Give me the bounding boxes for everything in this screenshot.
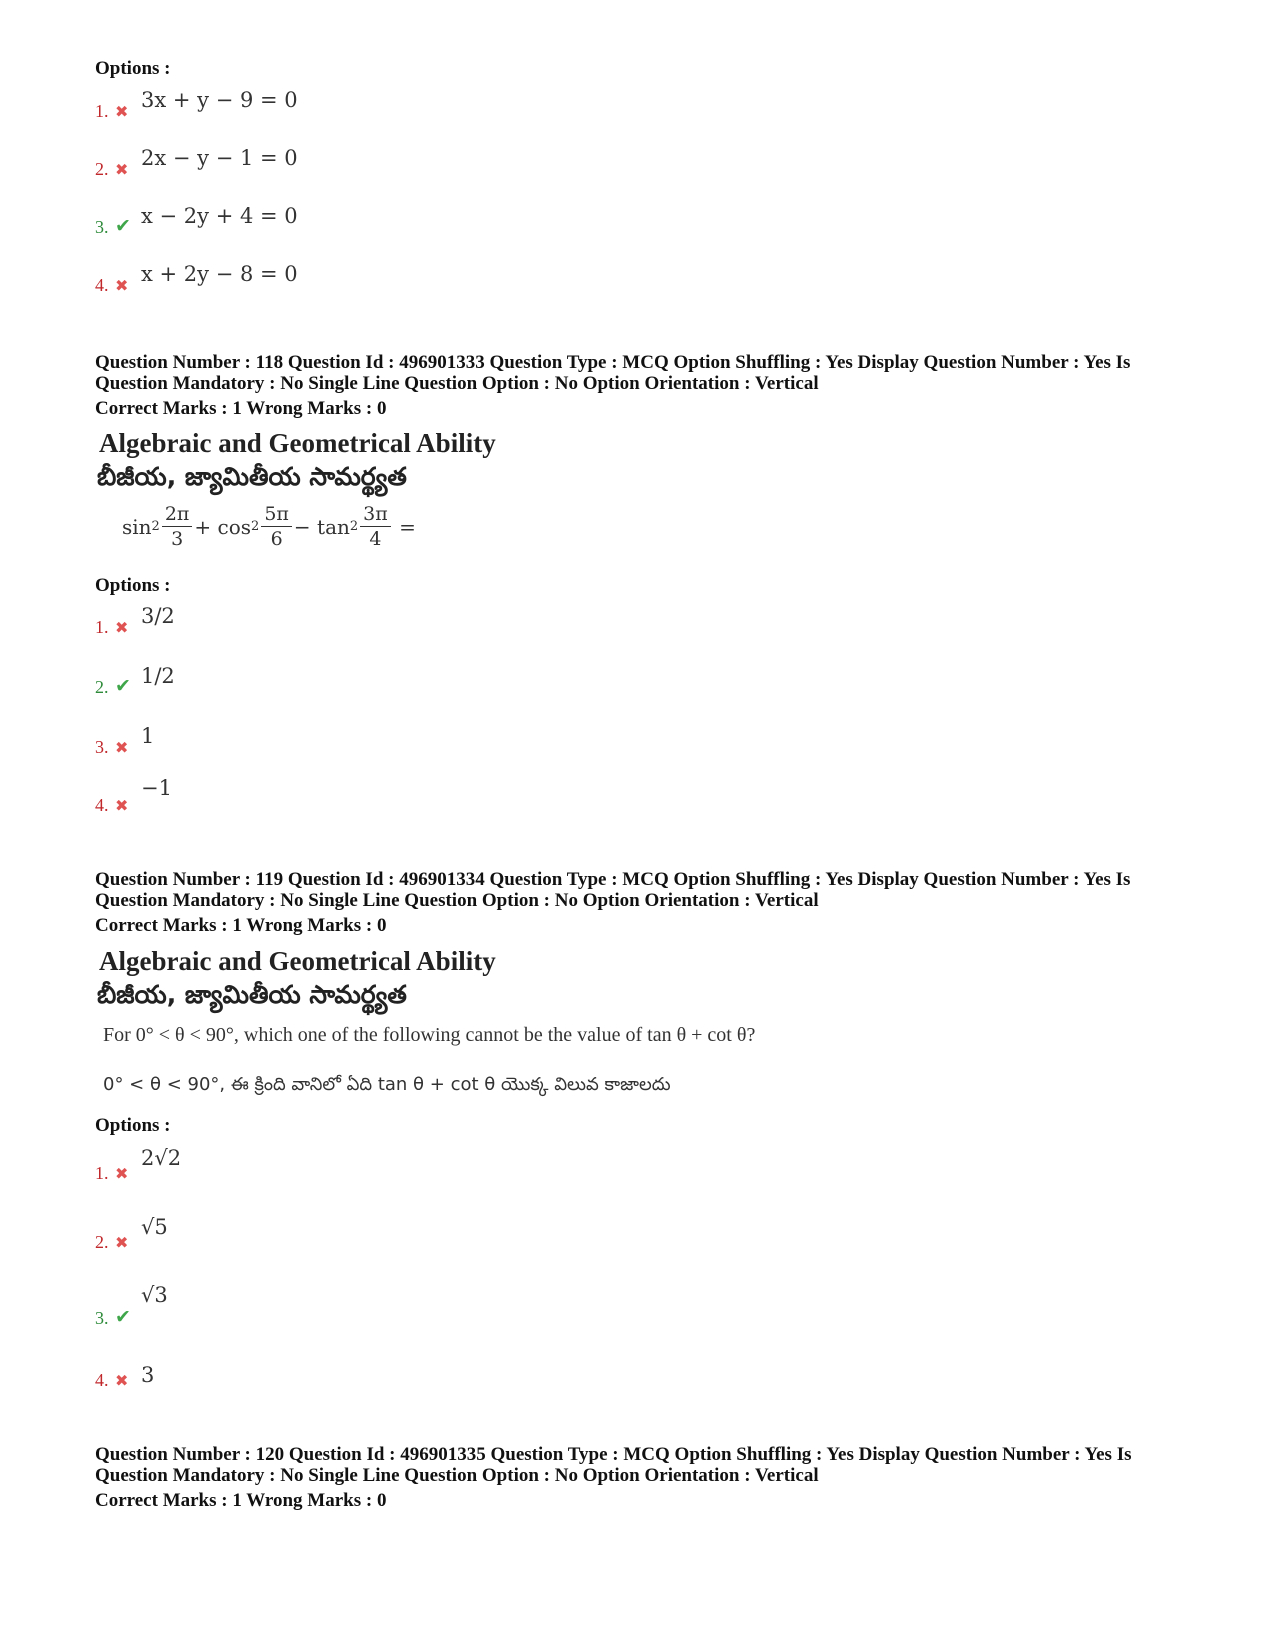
- question-meta-line: Question Mandatory : No Single Line Question Option : No Option Orientation : Vertical: [95, 890, 819, 911]
- correct-icon: ✔: [115, 676, 131, 697]
- wrong-icon: ✖: [115, 740, 129, 757]
- option-number: 4.: [95, 1370, 109, 1390]
- marks-line: Correct Marks : 1 Wrong Marks : 0: [95, 398, 387, 419]
- superscript: 2: [251, 519, 260, 534]
- correct-icon: ✔: [115, 216, 131, 237]
- options-label: Options :: [95, 58, 171, 79]
- question-meta-line: Question Mandatory : No Single Line Question Option : No Option Orientation : Vertical: [95, 373, 819, 394]
- option-number: 4.: [95, 795, 109, 815]
- question-meta: [95, 869, 1205, 911]
- option-value: 3/2: [141, 604, 175, 628]
- option-value: 2√2: [141, 1146, 182, 1170]
- option-value: 3: [141, 1363, 155, 1387]
- subject-title-english: Algebraic and Geometrical Ability: [99, 946, 496, 976]
- option-row: [95, 1146, 182, 1184]
- wrong-icon: ✖: [115, 1235, 129, 1252]
- option-row: [95, 724, 154, 758]
- option-value: 3x + y − 9 = 0: [141, 88, 298, 112]
- option-number: 2.: [95, 159, 109, 179]
- question-text-telugu: 0° < θ < 90°, ఈ క్రింది వానిలో ఏది tan θ + cot θ యొక్క విలువ కాజాలదు: [103, 1074, 671, 1095]
- option-number: 3.: [95, 217, 109, 237]
- fraction-denominator: 3: [171, 528, 184, 550]
- options-label: Options :: [95, 1115, 171, 1136]
- option-row: [95, 604, 175, 638]
- fraction-denominator: 4: [369, 528, 382, 550]
- superscript: 2: [151, 519, 160, 534]
- subject-title-telugu: బీజీయ, జ్యామితీయ సామర్థ్యత: [97, 980, 407, 1009]
- option-row: [95, 1283, 168, 1329]
- fraction-denominator: 6: [270, 528, 283, 550]
- option-number: 3.: [95, 1308, 109, 1328]
- question-meta-line: Question Mandatory : No Single Line Question Option : No Option Orientation : Vertical: [95, 1465, 819, 1486]
- correct-icon: ✔: [115, 1307, 131, 1328]
- option-row: [95, 88, 298, 122]
- option-row: [95, 1357, 154, 1391]
- option-number: 1.: [95, 101, 109, 121]
- wrong-icon: ✖: [115, 1373, 129, 1390]
- option-value: 2x − y − 1 = 0: [141, 146, 298, 170]
- equals-sign: =: [399, 514, 416, 539]
- wrong-icon: ✖: [115, 162, 129, 179]
- option-number: 4.: [95, 275, 109, 295]
- options-label: Options :: [95, 575, 171, 596]
- option-number: 3.: [95, 737, 109, 757]
- plus-sign: +: [194, 514, 212, 539]
- option-row: [95, 204, 298, 238]
- trig-expression: [122, 502, 416, 551]
- minus-sign: −: [293, 514, 311, 539]
- wrong-icon: ✖: [115, 1166, 129, 1183]
- fraction-numerator: 5π: [261, 502, 292, 527]
- wrong-icon: ✖: [115, 104, 129, 121]
- question-meta-line: Question Number : 118 Question Id : 496901333 Question Type : MCQ Option Shuffling : Yes Display Question Number : Yes Is: [95, 352, 1131, 373]
- wrong-icon: ✖: [115, 278, 129, 295]
- option-number: 2.: [95, 677, 109, 697]
- question-meta-line: Question Number : 119 Question Id : 496901334 Question Type : MCQ Option Shuffling : Yes Display Question Number : Yes Is: [95, 869, 1131, 890]
- question-meta-line: Question Number : 120 Question Id : 496901335 Question Type : MCQ Option Shuffling : Yes Display Question Number : Yes Is: [95, 1444, 1132, 1465]
- subject-title-telugu: బీజీయ, జ్యామితీయ సామర్థ్యత: [97, 462, 407, 491]
- option-row: [95, 776, 172, 816]
- fraction: [261, 502, 292, 551]
- fraction-numerator: 3π: [360, 502, 391, 527]
- option-row: [95, 1215, 168, 1253]
- subject-title-english: Algebraic and Geometrical Ability: [99, 428, 496, 458]
- fraction: [360, 502, 391, 551]
- marks-line: Correct Marks : 1 Wrong Marks : 0: [95, 915, 387, 936]
- sin-label: sin: [122, 514, 152, 539]
- marks-line: Correct Marks : 1 Wrong Marks : 0: [95, 1490, 387, 1511]
- superscript: 2: [349, 519, 359, 534]
- option-value: x + 2y − 8 = 0: [141, 262, 298, 286]
- option-value: −1: [141, 776, 172, 800]
- option-row: [95, 664, 175, 698]
- option-number: 2.: [95, 1232, 109, 1252]
- tan-label: tan: [317, 514, 350, 539]
- option-value: 1/2: [141, 664, 175, 688]
- question-meta: [95, 1444, 1205, 1486]
- option-value: x − 2y + 4 = 0: [141, 204, 298, 228]
- option-number: 1.: [95, 1163, 109, 1183]
- fraction: [162, 502, 193, 551]
- option-value: 1: [141, 724, 155, 748]
- option-number: 1.: [95, 617, 109, 637]
- cos-label: cos: [217, 514, 252, 539]
- fraction-numerator: 2π: [162, 502, 193, 527]
- wrong-icon: ✖: [115, 620, 129, 637]
- wrong-icon: ✖: [115, 798, 129, 815]
- option-row: [95, 262, 298, 296]
- question-meta: [95, 352, 1205, 394]
- option-value: √3: [141, 1283, 168, 1307]
- option-value: √5: [141, 1215, 168, 1239]
- option-row: [95, 146, 298, 180]
- question-text-english: For 0° < θ < 90°, which one of the following cannot be the value of tan θ + cot θ?: [103, 1024, 756, 1046]
